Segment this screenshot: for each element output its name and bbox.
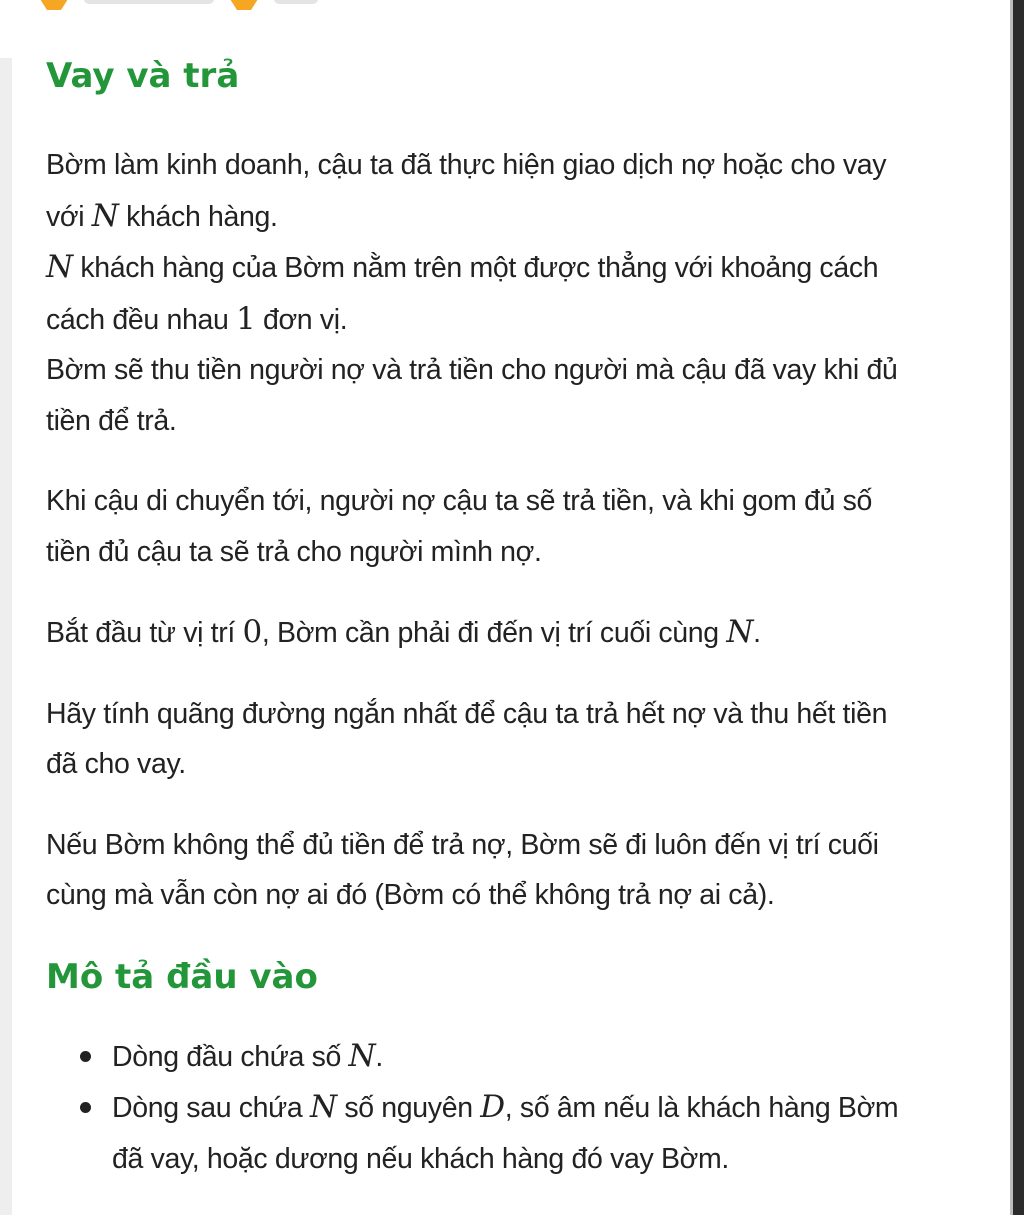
input-description-list xyxy=(46,1031,976,1185)
text-run: cùng mà vẫn còn nợ ai đó (Bờm có thể không trả nợ ai cả). xyxy=(46,879,775,911)
paragraph xyxy=(46,607,976,659)
text-run: . xyxy=(375,1040,383,1073)
list-item xyxy=(46,1082,976,1184)
text-line xyxy=(46,396,976,447)
text-line xyxy=(46,242,976,294)
text-line xyxy=(112,1031,976,1083)
problem-description xyxy=(46,140,976,921)
text-line xyxy=(112,1134,976,1185)
math-number: 1 xyxy=(236,300,256,337)
text-run: đơn vị. xyxy=(255,303,348,336)
text-run: Khi cậu di chuyển tới, người nợ cậu ta sẽ trả tiền, và khi gom đủ số xyxy=(46,485,873,517)
text-run: tiền để trả. xyxy=(46,404,177,437)
text-line xyxy=(46,345,976,396)
text-run: khách hàng của Bờm nằm trên một được thẳng với khoảng cách xyxy=(72,252,879,284)
text-line xyxy=(112,1082,976,1134)
text-run: Hãy tính quãng đường ngắn nhất để cậu ta trả hết nợ và thu hết tiền xyxy=(46,697,888,730)
bullet-icon xyxy=(80,1102,91,1113)
paragraph xyxy=(46,476,976,577)
text-run: Dòng sau chứa xyxy=(112,1092,310,1124)
text-run: khách hàng. xyxy=(118,200,278,233)
paragraph xyxy=(46,689,976,790)
text-line xyxy=(46,527,976,578)
text-run: cách đều nhau xyxy=(46,303,237,336)
math-variable: N xyxy=(726,614,754,650)
text-run: Dòng đầu chứa số xyxy=(112,1040,349,1073)
text-run: , Bờm cần phải đi đến vị trí cuối cùng xyxy=(261,617,727,649)
list-item xyxy=(46,1031,976,1083)
text-run: . xyxy=(753,617,761,649)
problem-title: Vay và trả xyxy=(46,56,240,96)
text-line xyxy=(46,820,976,871)
math-variable: N xyxy=(46,249,73,285)
page-right-edge xyxy=(1013,0,1024,1215)
hexagon-badge-icon xyxy=(40,0,68,10)
paragraph xyxy=(46,820,976,921)
math-variable: D xyxy=(480,1089,505,1125)
text-line xyxy=(46,140,976,191)
badge-caption-cut xyxy=(274,0,318,4)
text-run: tiền đủ cậu ta sẽ trả cho người mình nợ. xyxy=(46,535,542,568)
input-section-title: Mô tả đầu vào xyxy=(46,956,318,997)
problem-statement xyxy=(46,50,976,1184)
text-line xyxy=(46,870,976,921)
math-variable: N xyxy=(309,1089,337,1125)
paragraph xyxy=(46,140,976,446)
text-line xyxy=(46,191,976,243)
top-badge-strip xyxy=(40,0,318,12)
text-run: , số âm nếu là khách hàng Bờm xyxy=(504,1092,899,1124)
math-number: 0 xyxy=(242,614,262,650)
page-left-margin xyxy=(0,0,12,1215)
text-run: số nguyên xyxy=(336,1092,481,1124)
text-line xyxy=(46,476,976,527)
math-variable: N xyxy=(91,197,119,234)
math-variable: N xyxy=(348,1037,376,1074)
text-run: với xyxy=(46,200,92,233)
hexagon-badge-icon xyxy=(230,0,258,10)
text-line xyxy=(46,607,976,659)
text-line xyxy=(46,739,976,790)
text-run: đã vay, hoặc dương nếu khách hàng đó vay Bờm. xyxy=(112,1142,729,1175)
text-line xyxy=(46,294,976,346)
badge-caption-cut xyxy=(84,0,214,4)
text-run: Bờm sẽ thu tiền người nợ và trả tiền cho người mà cậu đã vay khi đủ xyxy=(46,354,898,386)
text-line xyxy=(46,689,976,740)
text-run: Nếu Bờm không thể đủ tiền để trả nợ, Bờm sẽ đi luôn đến vị trí cuối xyxy=(46,828,879,861)
text-run: đã cho vay. xyxy=(46,748,186,780)
text-run: Bắt đầu từ vị trí xyxy=(46,617,243,649)
text-run: Bờm làm kinh doanh, cậu ta đã thực hiện giao dịch nợ hoặc cho vay xyxy=(46,149,887,181)
bullet-icon xyxy=(80,1051,91,1062)
